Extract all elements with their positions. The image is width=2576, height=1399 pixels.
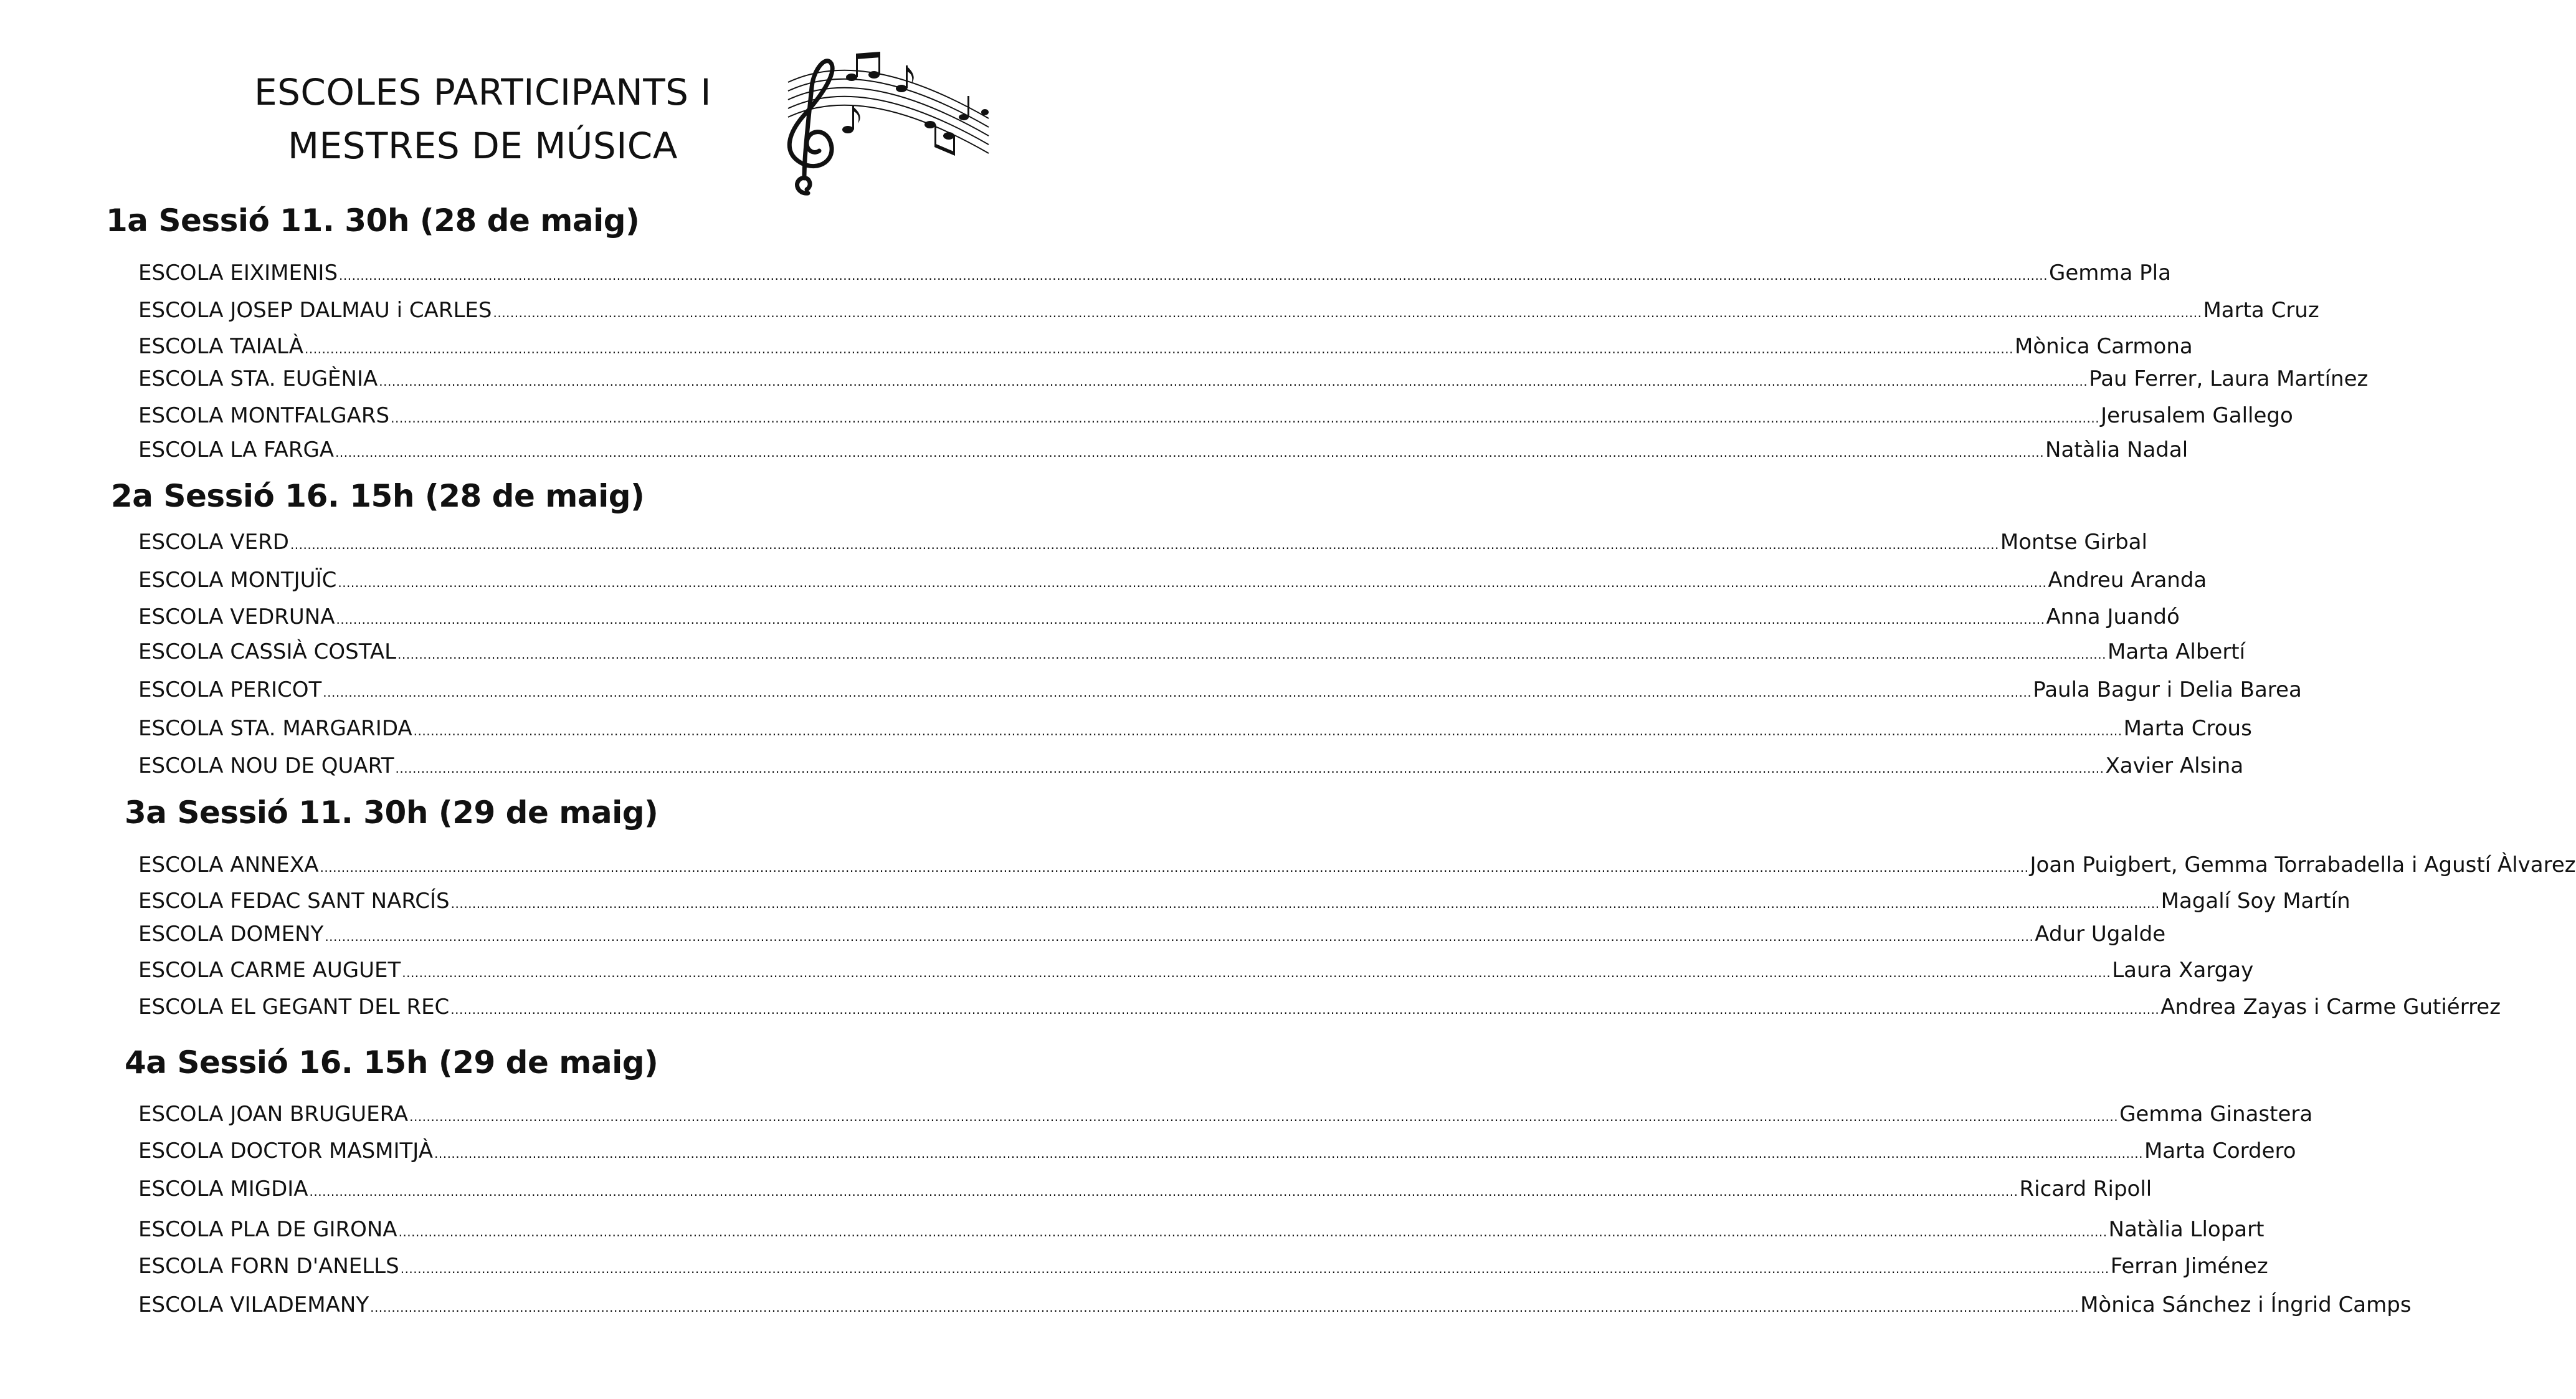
school-name: ESCOLA MONTJUÏC — [138, 568, 337, 593]
list-item — [138, 403, 2293, 428]
list-item — [138, 366, 2369, 391]
list-item — [138, 437, 2189, 462]
list-item — [138, 753, 2244, 778]
list-item — [138, 639, 2246, 664]
dot-leader: ................................................................................................................................................................................................................................................................................................................................................................................................................ — [290, 537, 1999, 552]
teacher-name: Marta Albertí — [2108, 639, 2246, 664]
school-name: ESCOLA FEDAC SANT NARCÍS — [138, 889, 450, 914]
teacher-name: Laura Xargay — [2112, 958, 2254, 983]
dot-leader: ................................................................................................................................................................................................................................................................................................................................................................................................................ — [336, 612, 2045, 627]
school-name: ESCOLA DOMENY — [138, 922, 324, 947]
list-item — [138, 1217, 2265, 1242]
school-name: ESCOLA VERD — [138, 530, 289, 555]
dot-leader: ................................................................................................................................................................................................................................................................................................................................................................................................................ — [434, 1146, 2143, 1161]
teacher-name: Ferran Jiménez — [2110, 1254, 2268, 1279]
school-name: ESCOLA LA FARGA — [138, 437, 335, 462]
dot-leader: ................................................................................................................................................................................................................................................................................................................................................................................................................ — [323, 685, 2032, 700]
school-name: ESCOLA CASSIÀ COSTAL — [138, 639, 397, 664]
school-name: ESCOLA FORN D'ANELLS — [138, 1254, 399, 1279]
dot-leader: ................................................................................................................................................................................................................................................................................................................................................................................................................ — [409, 1109, 2119, 1124]
list-item — [138, 568, 2207, 593]
dot-leader: ................................................................................................................................................................................................................................................................................................................................................................................................................ — [395, 761, 2104, 776]
teacher-name: Montse Girbal — [2000, 530, 2147, 555]
school-name: ESCOLA VILADEMANY — [138, 1292, 369, 1317]
dot-leader: ................................................................................................................................................................................................................................................................................................................................................................................................................ — [309, 1184, 2018, 1199]
school-name: ESCOLA JOSEP DALMAU i CARLES — [138, 298, 492, 323]
title-line-2: MESTRES DE MÚSICA — [288, 125, 678, 167]
school-name: ESCOLA JOAN BRUGUERA — [138, 1102, 409, 1127]
list-item — [138, 1102, 2313, 1127]
teacher-name: Magalí Soy Martín — [2160, 889, 2350, 914]
school-name: ESCOLA PERICOT — [138, 677, 322, 702]
teacher-name: Adur Ugalde — [2035, 922, 2166, 947]
list-item — [138, 1139, 2296, 1163]
session-4-title: 4a Sessió 16. 15h (29 de maig) — [125, 1044, 658, 1081]
list-item — [138, 260, 2171, 285]
teacher-name: Gemma Ginastera — [2119, 1102, 2313, 1127]
teacher-name: Andrea Zayas i Carme Gutiérrez — [2160, 995, 2501, 1019]
list-item — [138, 334, 2193, 359]
dot-leader: ................................................................................................................................................................................................................................................................................................................................................................................................................ — [320, 860, 2029, 875]
teacher-name: Gemma Pla — [2049, 260, 2171, 285]
school-name: ESCOLA STA. MARGARIDA — [138, 716, 412, 741]
school-name: ESCOLA ANNEXA — [138, 852, 319, 877]
dot-leader: ................................................................................................................................................................................................................................................................................................................................................................................................................ — [339, 268, 2048, 283]
dot-leader: ................................................................................................................................................................................................................................................................................................................................................................................................................ — [450, 1002, 2160, 1017]
teacher-name: Xavier Alsina — [2105, 753, 2244, 778]
school-name: ESCOLA VEDRUNA — [138, 604, 335, 629]
dot-leader: ................................................................................................................................................................................................................................................................................................................................................................................................................ — [397, 647, 2106, 662]
list-item — [138, 958, 2254, 983]
session-2-title: 2a Sessió 16. 15h (28 de maig) — [111, 478, 645, 514]
list-item — [138, 1177, 2152, 1201]
school-name: ESCOLA EL GEGANT DEL REC — [138, 995, 450, 1019]
school-name: ESCOLA EIXIMENIS — [138, 260, 338, 285]
dot-leader: ................................................................................................................................................................................................................................................................................................................................................................................................................ — [398, 1225, 2108, 1239]
title-line-1: ESCOLES PARTICIPANTS I — [254, 71, 712, 113]
page-title — [187, 65, 779, 173]
list-item — [138, 922, 2166, 947]
teacher-name: Ricard Ripoll — [2019, 1177, 2152, 1201]
list-item — [138, 530, 2147, 555]
school-name: ESCOLA DOCTOR MASMITJÀ — [138, 1139, 433, 1163]
session-3-title: 3a Sessió 11. 30h (29 de maig) — [125, 795, 658, 831]
dot-leader: ................................................................................................................................................................................................................................................................................................................................................................................................................ — [450, 896, 2160, 911]
teacher-name: Marta Cruz — [2203, 298, 2319, 323]
school-name: ESCOLA NOU DE QUART — [138, 753, 394, 778]
teacher-name: Natàlia Llopart — [2108, 1217, 2265, 1242]
teacher-name: Paula Bagur i Delia Barea — [2033, 677, 2302, 702]
dot-leader: ................................................................................................................................................................................................................................................................................................................................................................................................................ — [400, 1261, 2109, 1276]
teacher-name: Pau Ferrer, Laura Martínez — [2089, 366, 2369, 391]
teacher-name: Mònica Sánchez i Íngrid Camps — [2080, 1292, 2412, 1317]
school-name: ESCOLA TAIALÀ — [138, 334, 304, 359]
dot-leader: ................................................................................................................................................................................................................................................................................................................................................................................................................ — [325, 929, 2034, 944]
teacher-name: Natàlia Nadal — [2045, 437, 2189, 462]
list-item — [138, 716, 2252, 741]
teacher-name: Anna Juandó — [2046, 604, 2180, 629]
teacher-name: Joan Puigbert, Gemma Torrabadella i Agustí Àlvarez — [2030, 852, 2576, 877]
teacher-name: Marta Cordero — [2144, 1139, 2296, 1163]
teacher-name: Marta Crous — [2123, 716, 2252, 741]
list-item — [138, 1254, 2268, 1279]
dot-leader: ................................................................................................................................................................................................................................................................................................................................................................................................................ — [379, 374, 2088, 389]
list-item — [138, 889, 2350, 914]
dot-leader: ................................................................................................................................................................................................................................................................................................................................................................................................................ — [305, 341, 2013, 356]
list-item — [138, 677, 2302, 702]
school-name: ESCOLA PLA DE GIRONA — [138, 1217, 397, 1242]
teacher-name: Jerusalem Gallego — [2101, 403, 2293, 428]
music-staff-icon — [763, 50, 989, 206]
dot-leader: ................................................................................................................................................................................................................................................................................................................................................................................................................ — [493, 305, 2202, 320]
school-name: ESCOLA MIGDIA — [138, 1177, 308, 1201]
list-item — [138, 852, 2576, 877]
dot-leader: ................................................................................................................................................................................................................................................................................................................................................................................................................ — [338, 575, 2047, 590]
dot-leader: ................................................................................................................................................................................................................................................................................................................................................................................................................ — [335, 445, 2045, 460]
list-item — [138, 1292, 2412, 1317]
teacher-name: Andreu Aranda — [2048, 568, 2207, 593]
list-item — [138, 298, 2319, 323]
list-item — [138, 604, 2180, 629]
school-name: ESCOLA CARME AUGUET — [138, 958, 401, 983]
dot-leader: ................................................................................................................................................................................................................................................................................................................................................................................................................ — [370, 1300, 2079, 1315]
list-item — [138, 995, 2501, 1019]
school-name: ESCOLA STA. EUGÈNIA — [138, 366, 378, 391]
dot-leader: ................................................................................................................................................................................................................................................................................................................................................................................................................ — [413, 723, 2122, 738]
dot-leader: ................................................................................................................................................................................................................................................................................................................................................................................................................ — [391, 411, 2100, 426]
session-1-title: 1a Sessió 11. 30h (28 de maig) — [106, 203, 640, 239]
school-name: ESCOLA MONTFALGARS — [138, 403, 390, 428]
teacher-name: Mònica Carmona — [2014, 334, 2193, 359]
dot-leader: ................................................................................................................................................................................................................................................................................................................................................................................................................ — [402, 965, 2111, 980]
